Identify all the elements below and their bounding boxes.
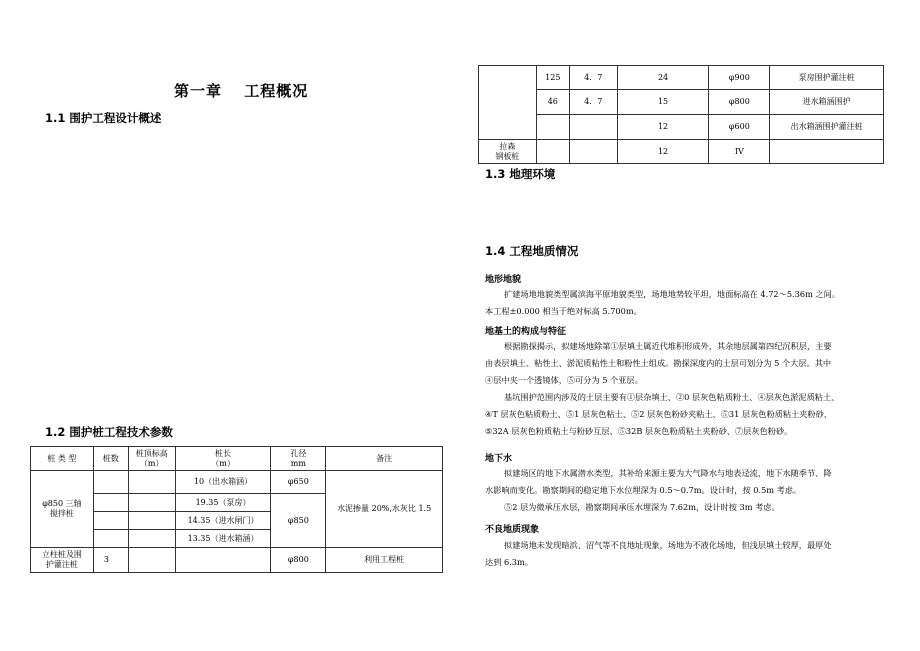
header-top-elevation: 桩顶标高 （m）: [128, 447, 175, 471]
pile-length-2: 19.35（泵房）: [175, 494, 271, 512]
topography-paragraph: 扩建场地地貌类型属滨海平原地貌类型，场地地势较平坦，地面标高在 4.72～5.36m 之间。 本工程±0.000 相当于绝对标高 5.700m。: [485, 289, 840, 316]
header-note: 备注: [326, 447, 443, 471]
groundwater-paragraph: 拟建场区的地下水属潜水类型，其补给来源主要为大气降水与地表迳流，地下水随季节、降 水影响而变化。勘察期间的稳定地下水位埋深为 0.5～0.7m。设计时，按 0.5m 考虑。 ⑤2 层为微承压水层，勘察期间承压水埋深为 7.62m，设计时按 3m 考虑。: [485, 468, 832, 512]
pile-length-3: 14.35（进水闸门）: [175, 512, 271, 530]
hole-diameter-650: φ650: [271, 471, 326, 494]
column-pile-note: 利用工程桩: [326, 548, 443, 573]
section-1-1-heading: 1.1 围护工程设计概述: [45, 111, 162, 125]
adverse-geology-paragraph: 拟建场地未发现暗浜、沼气等不良地址现象，场地为不液化场地，但浅层填土较厚，最厚处 达到 6.3m。: [485, 540, 832, 567]
table-row: 125 4．7 24 φ900 泵房围护灌注桩: [479, 66, 884, 90]
table-row: 46 4．7 15 φ800 进水箱涵围护: [479, 90, 884, 115]
column-pile-count: 3: [93, 548, 128, 573]
section-1-4-heading: 1.4 工程地质情况: [485, 244, 579, 258]
column-pile-type: 立柱桩及围 护灌注桩: [31, 548, 94, 573]
sheet-pile-type: 拉森 钢板桩: [479, 140, 537, 164]
table-row: [31, 548, 443, 573]
table-header-row: [31, 447, 443, 471]
header-pile-type: 桩 类 型: [31, 447, 94, 471]
chapter-title: 第一章 工程概况: [174, 82, 309, 100]
mixing-pile-note: 水泥掺量 20%,水灰比 1.5: [326, 471, 443, 548]
hole-diameter-850: φ850: [271, 494, 326, 548]
topography-heading: 地形地貌: [485, 275, 522, 285]
header-pile-length: 桩长 （m）: [175, 447, 271, 471]
soil-heading: 地基土的构成与特征: [485, 327, 567, 337]
section-1-3-heading: 1.3 地理环境: [485, 167, 556, 181]
pile-parameters-table: [30, 446, 443, 573]
column-pile-hole: φ800: [271, 548, 326, 573]
adverse-geology-heading: 不良地质现象: [485, 525, 540, 535]
pile-length-1: 10（出水箱涵）: [175, 471, 271, 494]
table-row: 拉森 钢板桩 12 IV: [479, 140, 884, 164]
mixing-pile-type: φ850 三轴 搅拌桩: [31, 471, 94, 548]
header-hole-diameter: 孔径 mm: [271, 447, 326, 471]
soil-paragraph: 根据勘探揭示，拟建场地除第①层填土属近代堆积形成外，其余地层属第四纪沉积层，主要 由表层填土、粘性土、淤泥质粘性土和粉性土组成。勘探深度内的土层可划分为 5 个大层。其中 ④层中夹一个透镜体，⑤可分为 5 个亚层。 基坑围护范围内涉及的土层主要有①层杂填土、②0 层灰色粘质粉土、④层灰色淤泥质粘土、 ④T 层灰色粘质粉土、⑤1 层灰色粘土、⑤2 层灰色粉砂夹粘土、⑤31 层灰色粉质粘土夹粉砂、 ⑤32A 层灰色粉质粘土与粉砂互层、⑤32B 层灰色粉质粘土夹粉砂、⑦层灰色粉砂。: [485, 341, 840, 436]
header-pile-count: 桩数: [93, 447, 128, 471]
table-row: 12 φ600 出水箱涵围护灌注桩: [479, 115, 884, 140]
pile-parameters-table-continued: [478, 65, 884, 164]
groundwater-heading: 地下水: [485, 454, 513, 464]
section-1-2-heading: 1.2 围护桩工程技术参数: [45, 425, 173, 439]
table-row: [31, 471, 443, 494]
pile-length-4: 13.35（进水箱涵）: [175, 530, 271, 548]
